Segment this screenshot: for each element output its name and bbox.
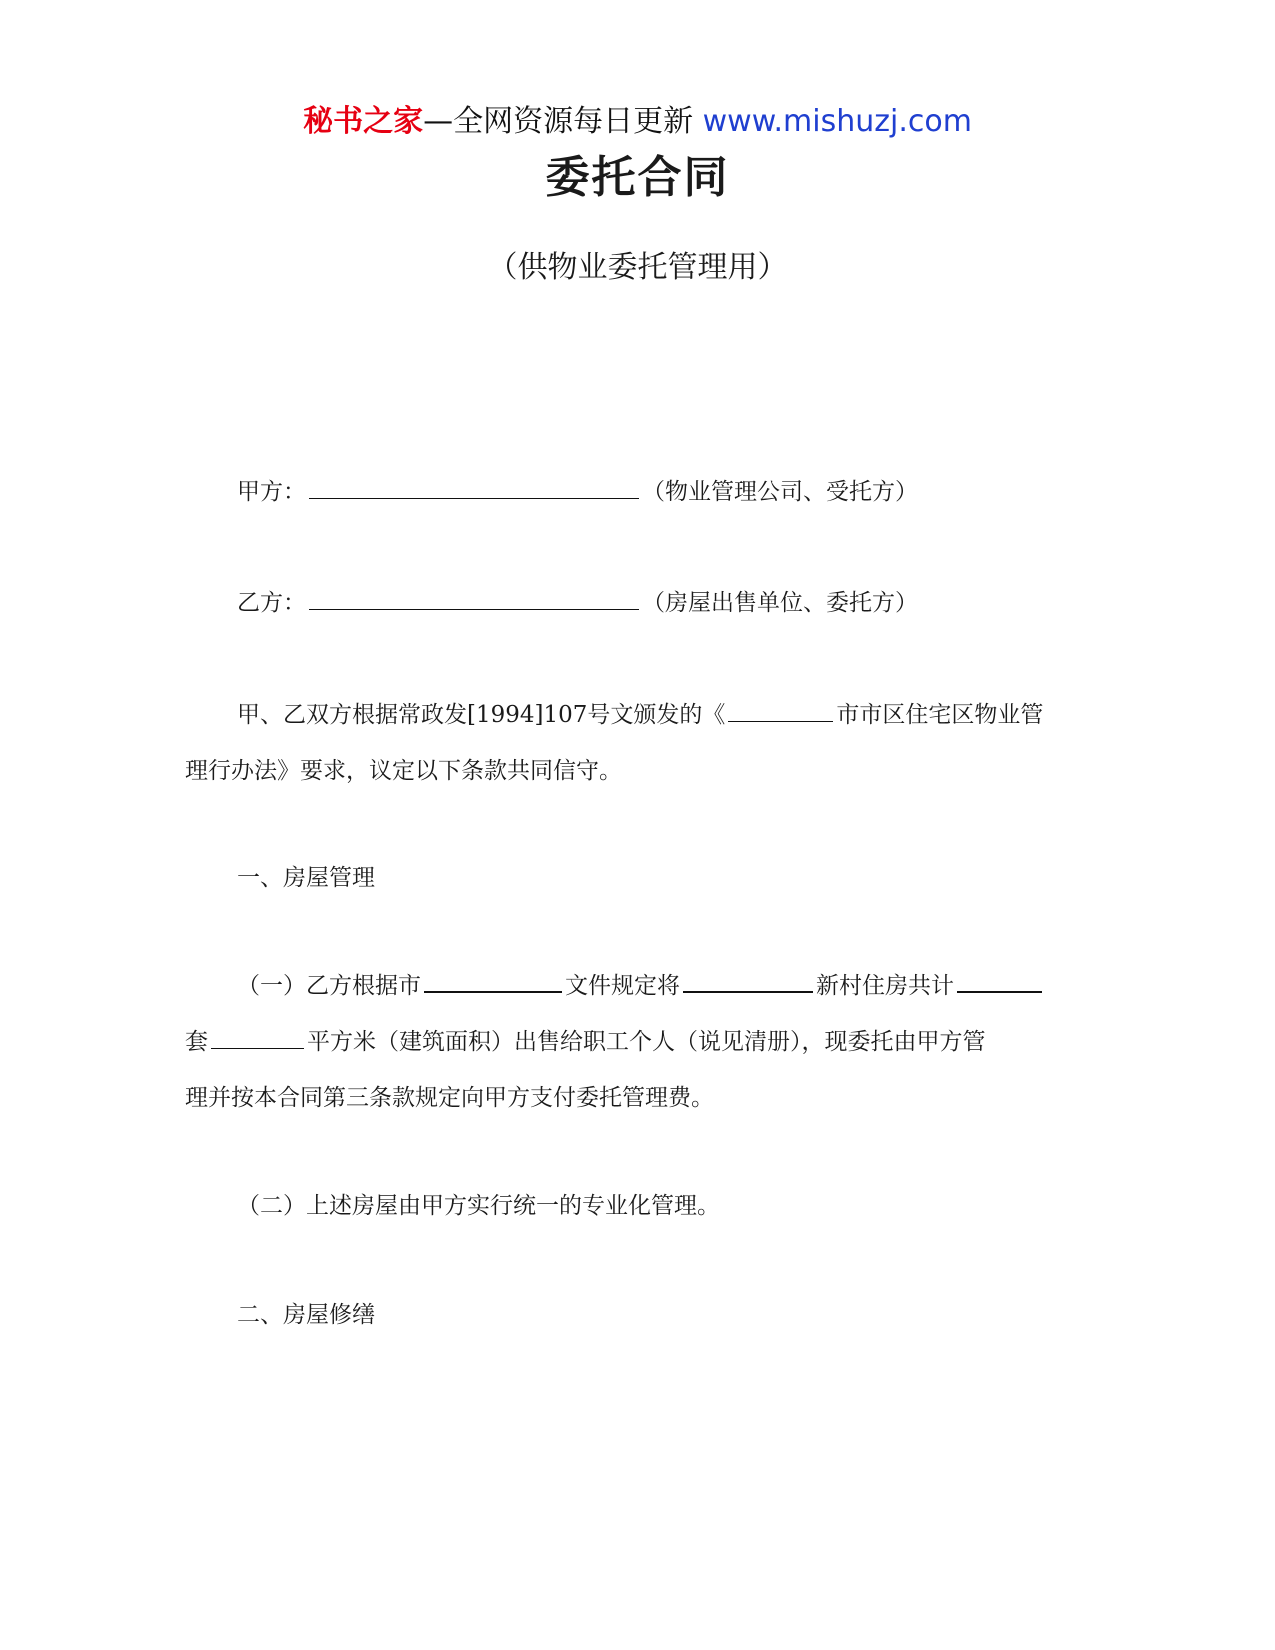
banner-slogan: —全网资源每日更新 [423,104,703,139]
preamble-city-blank[interactable] [728,701,833,722]
clause-1-units-blank[interactable] [957,971,1042,993]
party-a-line [185,476,1142,508]
party-b-line [185,587,1142,619]
preamble-line-1 [185,699,1142,731]
clause-1-text-2: 文件规定将 [565,973,680,999]
clause-2-line: （二）上述房屋由甲方实行统一的专业化管理。 [237,1193,720,1219]
preamble-text-2: 市市区住宅区物业管 [836,702,1044,728]
party-a-label: 甲方： [237,479,306,505]
clause-1-text-4: 套 [185,1029,208,1055]
clause-1-text-5: 平方米（建筑面积）出售给职工个人（说见清册），现委托由甲方管 [307,1029,986,1055]
document-subtitle: （供物业委托管理用） [487,250,788,285]
party-b-blank[interactable] [309,589,639,610]
banner-brand: 秘书之家 [303,104,424,139]
clause-1-area-blank[interactable] [211,1028,304,1049]
party-a-note: （物业管理公司、受托方） [642,479,918,505]
party-a-blank[interactable] [309,478,639,499]
preamble-line-2 [185,755,1090,787]
section-1-heading: 一、房屋管理 [237,865,375,891]
party-b-label: 乙方： [237,590,306,616]
clause-1-line-1 [185,970,1142,1002]
clause-1-village-blank[interactable] [683,971,813,993]
clause-1-text-3: 新村住房共计 [816,973,954,999]
party-b-note: （房屋出售单位、委托方） [642,590,918,616]
preamble-text-3: 理行办法》要求，议定以下条款共同信守。 [185,758,622,784]
clause-1-file-blank[interactable] [424,971,562,993]
clause-1-line-3 [185,1082,1090,1114]
clause-1-text-1: （一）乙方根据市 [237,973,421,999]
clause-1-text-6: 理并按本合同第三条款规定向甲方支付委托管理费。 [185,1085,714,1111]
clause-1-line-2 [185,1026,1090,1058]
document-title: 委托合同 [545,152,730,203]
preamble-text-1: 甲、乙双方根据常政发[1994]107号文颁发的《 [237,702,726,728]
section-2-heading: 二、房屋修缮 [237,1302,375,1328]
banner-url[interactable]: www.mishuzj.com [702,104,972,139]
site-banner [0,102,1275,142]
